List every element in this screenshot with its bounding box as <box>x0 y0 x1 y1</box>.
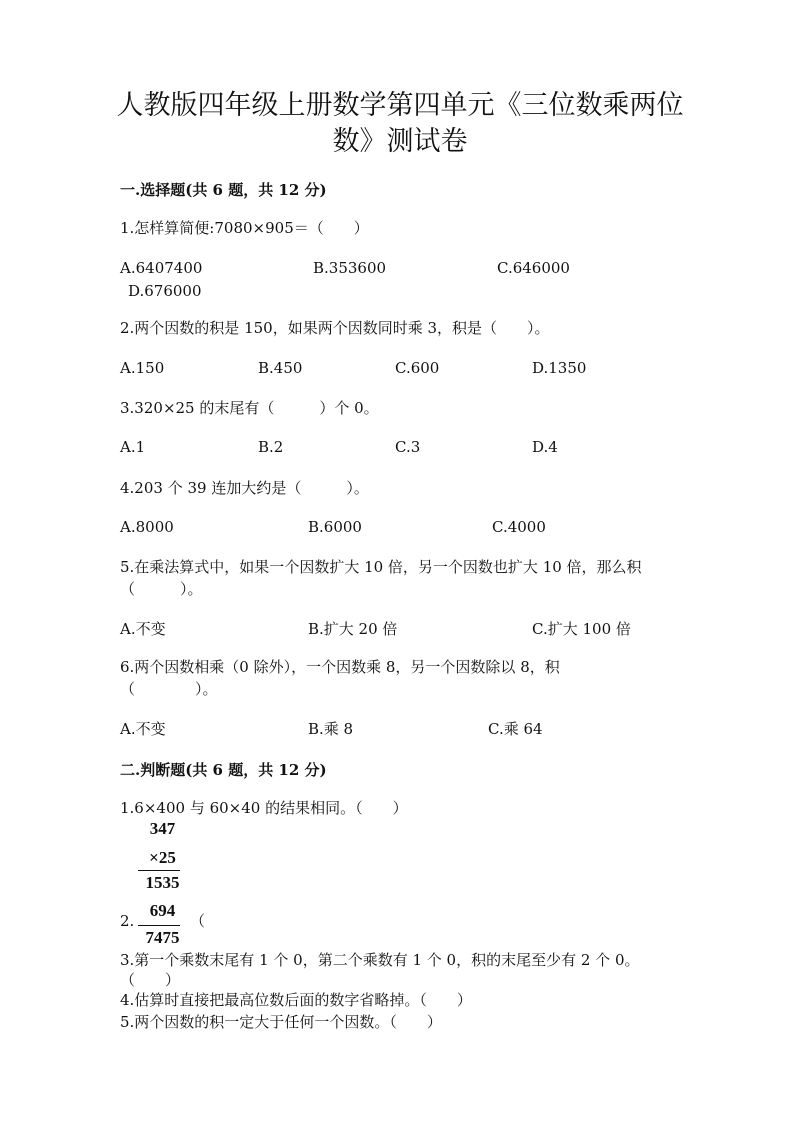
question-3-option-c: C.3 <box>395 438 421 456</box>
question-5-text-line-2: （ ）。 <box>120 580 203 598</box>
question-2-option-c: C.600 <box>395 359 440 377</box>
question-6-option-c: C.乘 64 <box>488 720 543 738</box>
judgment-3-text-line-2: （ ） <box>120 971 181 989</box>
calc-multiplier: ×25 <box>149 848 176 867</box>
page-title-line-1: 人教版四年级上册数学第四单元《三位数乘两位 <box>116 90 684 121</box>
page-title <box>100 88 700 160</box>
question-4-option-c: C.4000 <box>492 518 546 536</box>
question-3-option-d: D.4 <box>532 438 558 456</box>
question-5-text-line-1: 5.在乘法算式中，如果一个因数扩大 10 倍，另一个因数也扩大 10 倍，那么积 <box>120 558 642 576</box>
question-2-option-d: D.1350 <box>532 359 587 377</box>
page-title-line-2: 数》测试卷 <box>332 126 468 157</box>
question-5-option-b: B.扩大 20 倍 <box>308 620 398 638</box>
section-heading-choice: 一.选择题(共 6 题，共 12 分) <box>120 181 327 199</box>
judgment-3-text-line-1: 3.第一个乘数末尾有 1 个 0，第二个乘数有 1 个 0，积的末尾至少有 2 个 0。 <box>120 951 640 969</box>
question-3-option-b: B.2 <box>258 438 284 456</box>
question-6-text-line-1: 6.两个因数相乘（0 除外），一个因数乘 8，另一个因数除以 8，积 <box>120 658 560 676</box>
question-6-text-line-2: （ ）。 <box>120 680 218 698</box>
question-1-text: 1.怎样算简便:7080×905＝（ ） <box>120 219 369 237</box>
question-2-text: 2.两个因数的积是 150，如果两个因数同时乘 3，积是（ ）。 <box>120 319 550 337</box>
calc-multiplicand: 347 <box>149 819 176 838</box>
question-5-option-c: C.扩大 100 倍 <box>532 620 631 638</box>
question-1-option-c: C.646000 <box>497 259 570 277</box>
calc-partial-2: 694 <box>149 901 176 920</box>
question-4-option-a: A.8000 <box>120 518 174 536</box>
question-2-option-a: A.150 <box>120 359 165 377</box>
judgment-4-text: 4.估算时直接把最高位数后面的数字省略掉。（ ） <box>120 991 472 1009</box>
calc-rule-2 <box>138 925 180 926</box>
judgment-2-prefix: 2. <box>120 912 135 930</box>
section-heading-judgment: 二.判断题(共 6 题，共 12 分) <box>120 761 327 779</box>
judgment-2-suffix: （ <box>190 912 206 930</box>
question-1-option-d: D.676000 <box>128 282 202 300</box>
question-6-option-a: A.不变 <box>120 720 166 738</box>
question-6-option-b: B.乘 8 <box>308 720 354 738</box>
question-4-option-b: B.6000 <box>308 518 362 536</box>
question-4-text: 4.203 个 39 连加大约是（ ）。 <box>120 479 369 497</box>
question-2-option-b: B.450 <box>258 359 303 377</box>
calc-result: 7475 <box>145 928 180 947</box>
calc-partial-1: 1535 <box>145 873 180 892</box>
question-5-option-a: A.不变 <box>120 620 166 638</box>
calc-rule-1 <box>138 870 180 871</box>
judgment-5-text: 5.两个因数的积一定大于任何一个因数。（ ） <box>120 1013 442 1031</box>
question-3-text: 3.320×25 的末尾有（ ）个 0。 <box>120 399 379 417</box>
question-1-option-a: A.6407400 <box>120 259 203 277</box>
question-3-option-a: A.1 <box>120 438 146 456</box>
judgment-1-text: 1.6×400 与 60×40 的结果相同。（ ） <box>120 799 408 817</box>
question-1-option-b: B.353600 <box>313 259 387 277</box>
